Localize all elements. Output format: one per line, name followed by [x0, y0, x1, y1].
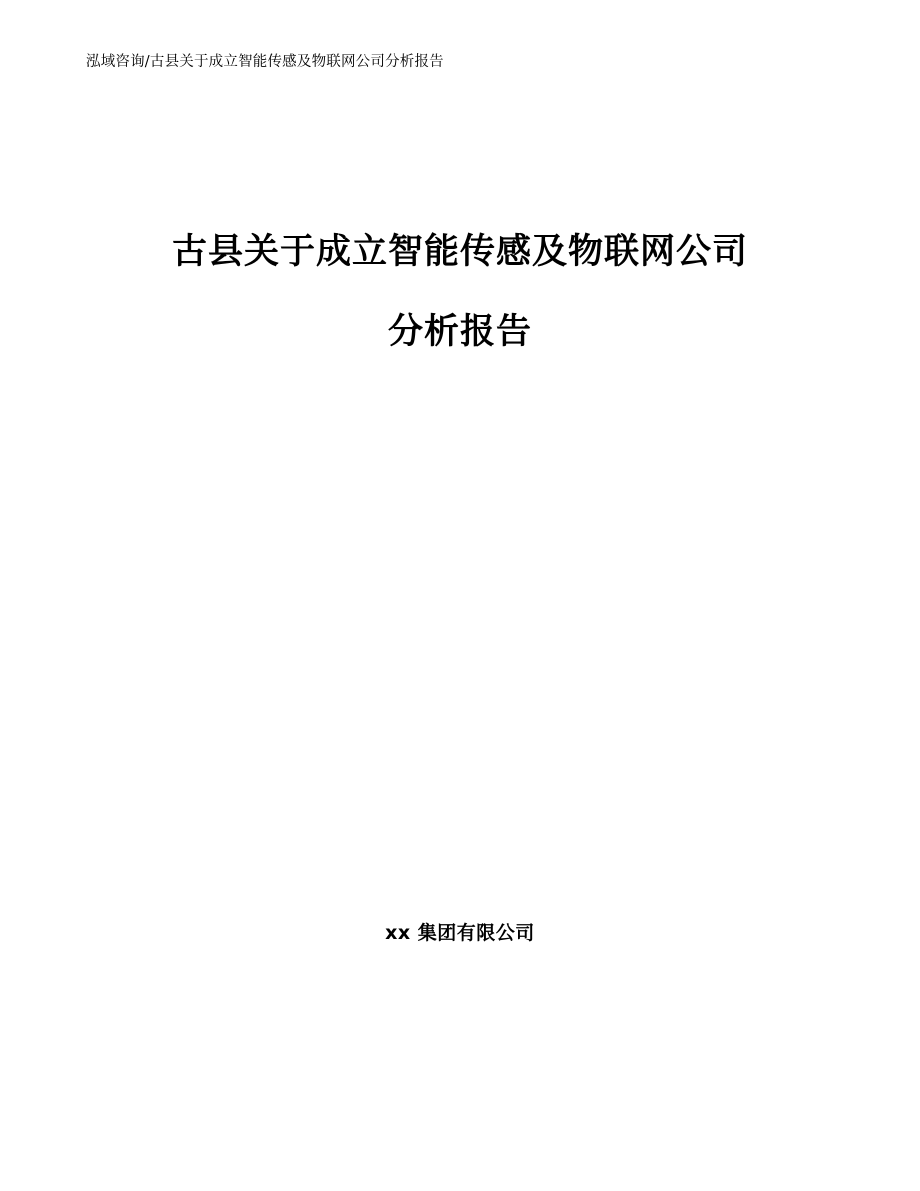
company-block — [150, 918, 770, 945]
document-title — [150, 212, 770, 372]
page-title-line-1: 古县关于成立智能传感及物联网公司 — [171, 232, 748, 272]
page-header: 泓域咨询/古县关于成立智能传感及物联网公司分析报告 — [86, 54, 444, 70]
page-title-line-2: 分析报告 — [387, 312, 532, 352]
company-name: xx 集团有限公司 — [385, 922, 535, 944]
